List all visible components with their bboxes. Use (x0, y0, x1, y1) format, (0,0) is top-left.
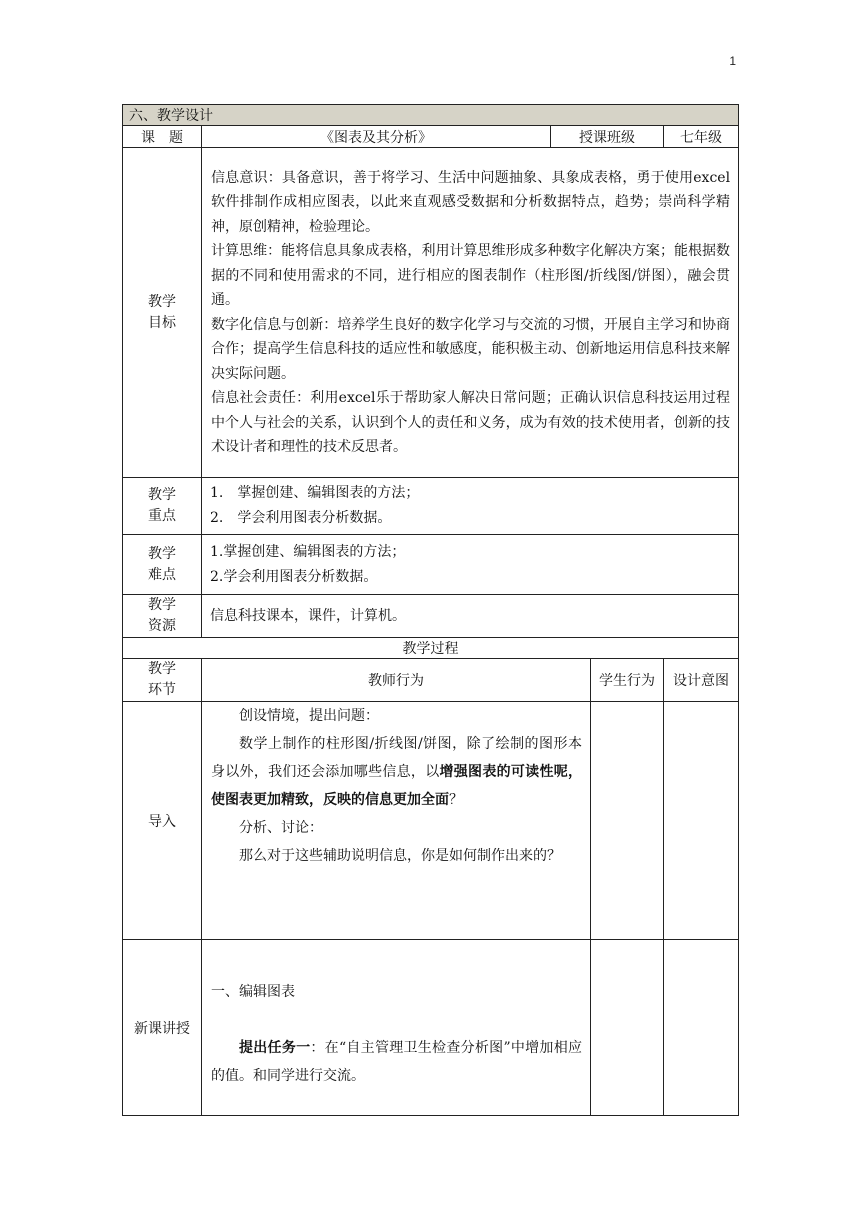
process-title: 教学过程 (123, 638, 739, 659)
key-points-label (123, 478, 202, 535)
resources-label-line2: 资源 (148, 618, 176, 634)
stage-header-line2: 环节 (148, 682, 176, 698)
new-lesson-heading: 一、编辑图表 (211, 984, 295, 1000)
teacher-header: 教师行为 (202, 659, 591, 702)
lesson-design-table (122, 104, 739, 1116)
page-number: 1 (729, 54, 736, 68)
resources-content: 信息科技课本，课件，计算机。 (202, 595, 739, 638)
task-one-text: ：在“自主管理卫生检查分析图”中增加相应的值。和同学进行交流。 (211, 1040, 582, 1084)
stage-header (123, 659, 202, 702)
difficulty-item: 2.学会利用图表分析数据。 (210, 568, 378, 585)
stage-header-line1: 教学 (148, 661, 176, 677)
intro-scenario: 创设情境，提出问题： (239, 708, 379, 724)
intro-analysis: 分析、讨论： (239, 820, 323, 836)
key-point-item: 2. 学会利用图表分析数据。 (210, 510, 392, 526)
key-point-item: 1. 掌握创建、编辑图表的方法； (210, 485, 420, 501)
difficulties-label-line1: 教学 (148, 545, 176, 562)
intro-follow-up: 那么对于这些辅助说明信息，你是如何制作出来的？ (239, 848, 561, 864)
topic-value: 《图表及其分析》 (202, 126, 551, 148)
intro-intent-cell (664, 702, 739, 940)
objective-computational-thinking: 计算思维：能将信息具象成表格，利用计算思维形成多种数字化解决方案；能根据数据的不同和使用需求的不同，进行相应的图表制作（柱形图/折线图/饼图），融会贯通。 (211, 243, 731, 308)
student-header: 学生行为 (591, 659, 664, 702)
class-value: 七年级 (664, 126, 739, 148)
task-one-label: 提出任务一 (239, 1040, 311, 1056)
class-label: 授课班级 (551, 126, 664, 148)
resources-label-line1: 教学 (148, 597, 176, 613)
key-points-content (202, 478, 739, 535)
new-lesson-stage: 新课讲授 (123, 940, 202, 1116)
section-title: 六、教学设计 (123, 105, 739, 126)
difficulties-content (202, 535, 739, 595)
intro-question-emphasis: 增强图表的可读性呢，使图表更加精致，反映的信息更加全面 (211, 764, 583, 808)
difficulty-item: 1.掌握创建、编辑图表的方法； (210, 543, 406, 560)
objective-digital-innovation: 数字化信息与创新：培养学生良好的数字化学习与交流的习惯，开展自主学习和协商合作；提高学生信息科技的适应性和敏感度，能积极主动、创新地运用信息科技来解决实际问题。 (211, 316, 731, 382)
new-lesson-intent-cell (664, 940, 739, 1116)
difficulties-label-line2: 难点 (148, 566, 176, 583)
intro-teacher-content (202, 702, 591, 940)
topic-label: 课 题 (123, 126, 202, 148)
key-points-label-line1: 教学 (148, 487, 176, 503)
intro-stage: 导入 (123, 702, 202, 940)
intro-question (211, 730, 582, 814)
objectives-content (202, 148, 739, 478)
objective-social-responsibility: 信息社会责任：利用excel乐于帮助家人解决日常问题；正确认识信息科技运用过程中个人与社会的关系，认识到个人的责任和义务，成为有效的技术使用者，创新的技术设计者和理性的技术反思者。 (211, 390, 731, 455)
intro-question-text: 数学上制作的柱形图/折线图/饼图，除了绘制的图形本身以外，我们还会添加哪些信息，以 (211, 736, 582, 780)
intent-header: 设计意图 (664, 659, 739, 702)
difficulties-label (123, 535, 202, 595)
new-lesson-student-cell (591, 940, 664, 1116)
resources-label (123, 595, 202, 638)
objectives-label-line1: 教学 (148, 293, 176, 310)
new-lesson-teacher-content (202, 940, 591, 1116)
key-points-label-line2: 重点 (148, 508, 176, 524)
objectives-label-line2: 目标 (148, 314, 176, 331)
objectives-label (123, 148, 202, 478)
task-one (211, 1034, 582, 1090)
intro-student-cell (591, 702, 664, 940)
intro-question-end: ？ (449, 792, 463, 808)
objective-information-awareness: 信息意识：具备意识，善于将学习、生活中问题抽象、具象成表格，勇于使用excel软件排制作成相应图表，以此来直观感受数据和分析数据特点，趋势；崇尚科学精神，原创精神，检验理论。 (211, 169, 731, 235)
